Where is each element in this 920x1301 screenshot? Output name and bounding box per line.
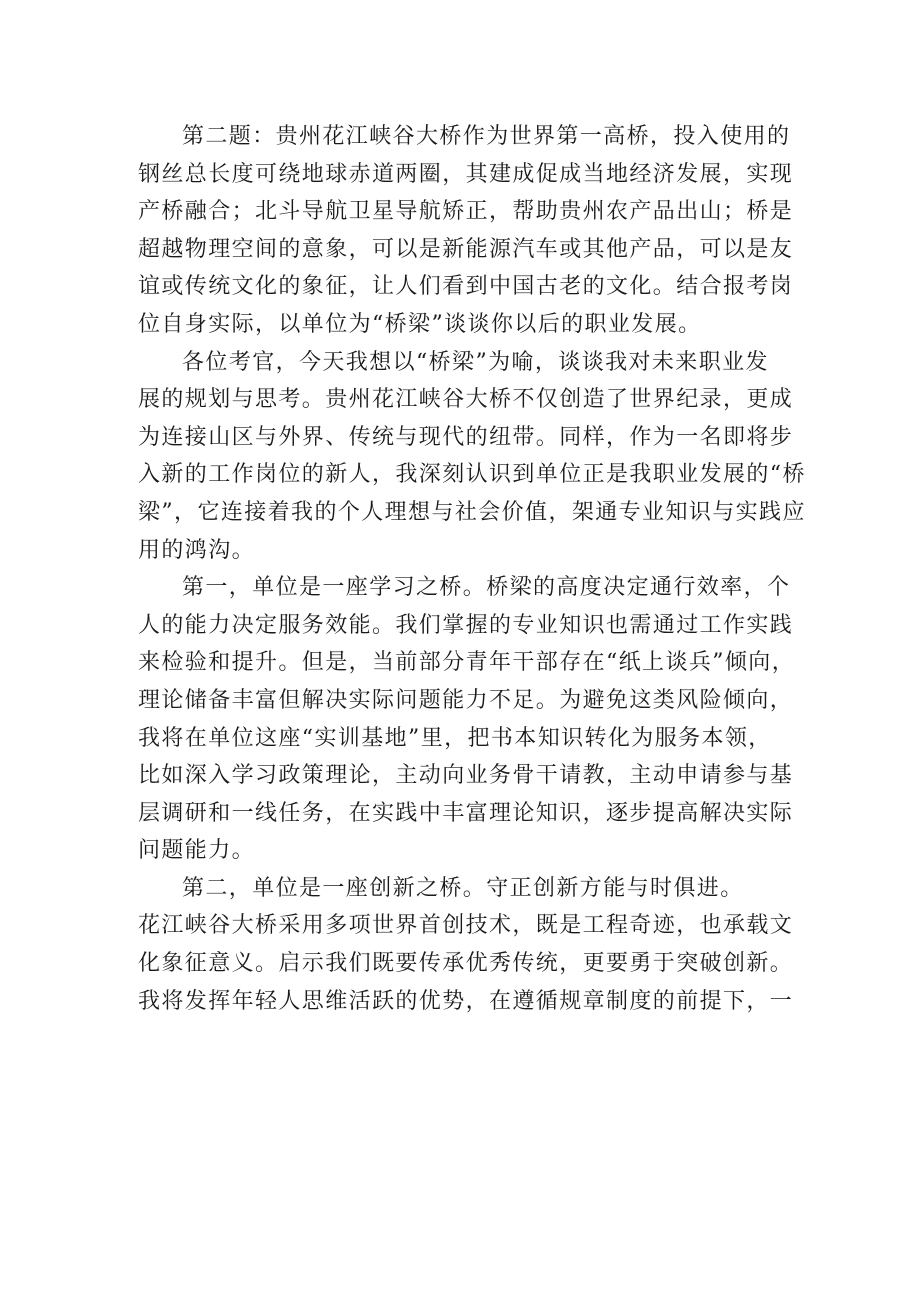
text-line: 第二，单位是一座创新之桥。守正创新方能与时俱进。 [182,875,744,901]
text-line: 化象征意义。启示我们既要传承优秀传统，更要勇于突破创新。 [138,951,794,977]
text-line: 位自身实际，以单位为“桥梁”谈谈你以后的职业发展。 [138,311,702,337]
text-line: 比如深入学习政策理论，主动向业务骨干请教，主动申请参与基 [138,763,794,789]
text-line: 第一，单位是一座学习之桥。桥梁的高度决定通行效率，个 [182,575,791,601]
text-line: 理论储备丰富但解决实际问题能力不足。为避免这类风险倾向， [138,687,794,713]
text-line: 入新的工作岗位的新人，我深刻认识到单位正是我职业发展的“桥 [138,462,806,488]
text-line: 层调研和一线任务，在实践中丰富理论知识，逐步提高解决实际 [138,800,794,826]
text-line: 我将发挥年轻人思维活跃的优势，在遵循规章制度的前提下，一 [138,988,794,1014]
text-line: 梁”，它连接着我的个人理想与社会价值，架通专业知识与实践应 [138,499,806,525]
text-line: 花江峡谷大桥采用多项世界首创技术，既是工程奇迹，也承载文 [138,913,794,939]
text-line: 第二题：贵州花江峡谷大桥作为世界第一高桥，投入使用的 [182,124,791,149]
text-line: 各位考官，今天我想以“桥梁”为喻，谈谈我对未来职业发 [182,349,769,375]
point-two-heading-paragraph [138,870,788,908]
text-line: 钢丝总长度可绕地球赤道两圈，其建成促成当地经济发展，实现 [138,161,794,187]
intro-paragraph [138,344,806,570]
point-two-body-paragraph [138,907,794,1020]
text-line: 问题能力。 [138,838,256,864]
text-line: 展的规划与思考。贵州花江峡谷大桥不仅创造了世界纪录，更成 [138,387,794,413]
text-line: 来检验和提升。但是，当前部分青年干部存在“纸上谈兵”倾向， [138,650,796,676]
text-line: 我将在单位这座“实训基地”里，把书本知识转化为服务本领， [138,725,772,751]
text-line: 超越物理空间的意象，可以是新能源汽车或其他产品，可以是友 [138,236,794,262]
text-line: 谊或传统文化的象征，让人们看到中国古老的文化。结合报考岗 [138,274,794,300]
text-line: 为连接山区与外界、传统与现代的纽带。同样，作为一名即将步 [138,424,794,450]
text-line: 人的能力决定服务效能。我们掌握的专业知识也需通过工作实践 [138,612,794,638]
text-line: 产桥融合；北斗导航卫星导航矫正，帮助贵州农产品出山；桥是 [138,199,794,225]
question-paragraph [138,118,794,344]
point-one-paragraph [138,569,796,870]
text-line: 用的鸿沟。 [138,537,256,563]
document-body [138,118,806,1020]
